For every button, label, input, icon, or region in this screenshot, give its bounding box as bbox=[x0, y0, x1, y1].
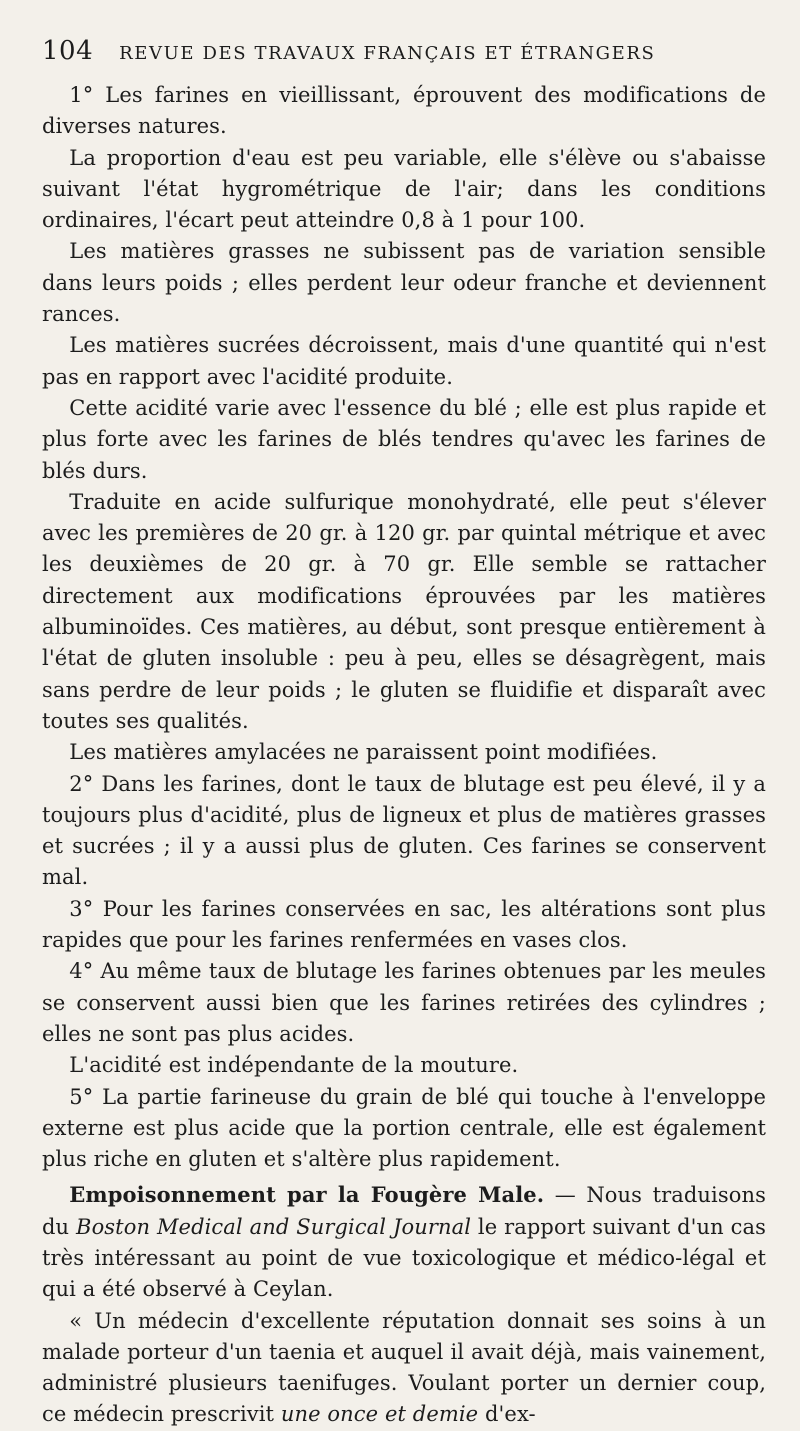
paragraph-10: 4° Au même taux de blutage les farines obtenues par les meules se conservent aussi bien que les farines retirées des cylindres ; elles ne sont pas plus acides. bbox=[42, 959, 766, 1046]
paragraph-12: 5° La partie farineuse du grain de blé qui touche à l'enveloppe externe est plus acide que la portion centrale, elle est également plus riche en gluten et s'altère plus rapidement. bbox=[42, 1084, 766, 1172]
paragraph-4: Les matières sucrées décroissent, mais d'une quantité qui n'est pas en rapport avec l'acidité produite. bbox=[42, 333, 766, 389]
quote-text-1: « Un médecin d'excellente réputation donnait ses soins à un malade porteur d'un taenia et auquel il avait déjà, mais vainement, administré plusieurs taenifuges. Voulant porter un dernier coup, ce médecin prescrivit bbox=[42, 1308, 766, 1427]
section-title: Empoisonnement par la Fougère Male. bbox=[69, 1182, 545, 1208]
running-head bbox=[42, 36, 766, 76]
paragraph-8: 2° Dans les farines, dont le taux de blutage est peu élevé, il y a toujours plus d'acidité, plus de ligneux et plus de matières grasses et sucrées ; il y a aussi plus de gluten. Ces farines se conservent mal. bbox=[42, 771, 766, 890]
quote-dose: une once et demie bbox=[280, 1402, 479, 1427]
paragraph-2: La proportion d'eau est peu variable, elle s'élève ou s'abaisse suivant l'état hygrométrique de l'air; dans les conditions ordinaires, l'écart peut atteindre 0,8 à 1 pour 100. bbox=[42, 145, 766, 233]
quote-paragraph bbox=[42, 1306, 766, 1431]
section-intro-1: — Nous traduisons du bbox=[42, 1183, 766, 1239]
quote-text-2: d'ex- bbox=[478, 1402, 536, 1427]
section-paragraph bbox=[42, 1179, 766, 1305]
running-title: REVUE DES TRAVAUX FRANÇAIS ET ÉTRANGERS bbox=[119, 43, 656, 64]
paragraph-5: Cette acidité varie avec l'essence du blé ; elle est plus rapide et plus forte avec les farines de blés tendres qu'avec les farines de blés durs. bbox=[42, 395, 766, 483]
body-text bbox=[42, 80, 766, 1431]
paragraph-3: Les matières grasses ne subissent pas de variation sensible dans leurs poids ; elles perdent leur odeur franche et deviennent rances. bbox=[42, 239, 766, 327]
journal-name: Boston Medical and Surgical Journal bbox=[76, 1214, 472, 1239]
paragraph-7: Les matières amylacées ne paraissent point modifiées. bbox=[69, 740, 658, 765]
paragraph-11: L'acidité est indépendante de la mouture. bbox=[69, 1053, 519, 1078]
paragraph-9: 3° Pour les farines conservées en sac, les altérations sont plus rapides que pour les farines renfermées en vases clos. bbox=[42, 896, 766, 953]
paragraph-6: Traduite en acide sulfurique monohydraté, elle peut s'élever avec les premières de 20 gr. à 120 gr. par quintal métrique et avec les deuxièmes de 20 gr. à 70 gr. Elle semble se rattacher directement aux modifications éprouvées par les matières albuminoïdes. Ces matières, au début, sont presque entièrement à l'état de gluten insoluble : peu à peu, elles se désagrègent, mais sans perdre de leur poids ; le gluten se fluidifie et disparaît avec toutes ses qualités. bbox=[42, 489, 766, 733]
section-intro-2: le rapport suivant d'un cas très intéressant au point de vue toxicologique et médico-légal et qui a été observé à Ceylan. bbox=[42, 1214, 767, 1302]
page-number: 104 bbox=[42, 36, 94, 66]
paragraph-1: 1° Les farines en vieillissant, éprouvent des modifications de diverses natures. bbox=[42, 83, 766, 139]
